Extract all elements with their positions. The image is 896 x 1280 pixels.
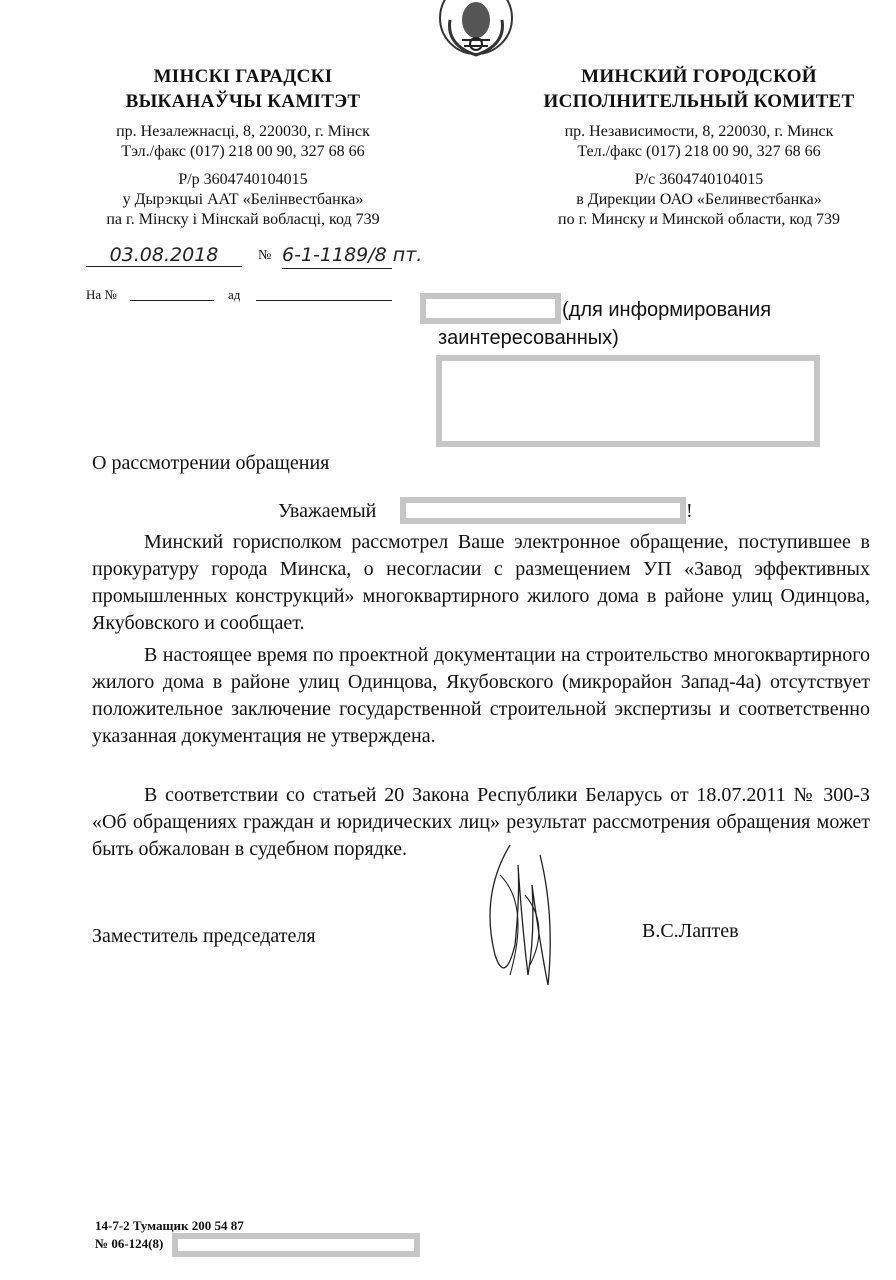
region-ru: по г. Минску и Минской области, код 739 xyxy=(558,211,840,228)
org-name-be-2: ВЫКАНАЎЧЫ КАМІТЭТ xyxy=(125,91,361,112)
from-label: ад xyxy=(228,287,241,302)
belarus-emblem-icon xyxy=(436,0,516,58)
subject: О рассмотрении обращения xyxy=(92,452,330,474)
address-ru: пр. Независимости, 8, 220030, г. Минск xyxy=(564,123,834,140)
letter-date: 03.08.2018 xyxy=(86,244,242,267)
region-be: па г. Мінску і Мінскай вобласці, код 739 xyxy=(106,211,380,228)
letter-number: 6-1-1189/8 пт. xyxy=(282,244,423,266)
executor-info: 14-7-2 Тумащик 200 54 87 xyxy=(95,1218,244,1233)
redacted-recipient xyxy=(420,293,561,324)
bank-ru: в Дирекции ОАО «Белинвестбанка» xyxy=(576,191,822,208)
body-paragraph-3: В соответствии со статьей 20 Закона Республики Беларусь от 18.07.2011 № 300-З «Об обращениях граждан и юридических лиц» результат рассмотрения обращения может быть обжалован в судебном порядке. xyxy=(92,784,870,860)
redacted-address xyxy=(436,355,820,447)
header-right xyxy=(526,64,872,230)
account-be: Р/р 3604740104015 xyxy=(178,171,308,188)
ref-label: На № xyxy=(86,287,117,302)
from-line xyxy=(256,300,392,301)
ref-line xyxy=(130,300,214,301)
body-paragraph-1: Минский горисполком рассмотрел Ваше электронное обращение, поступившее в прокуратуру города Минска, о несогласии с размещением УП «Завод эффективных промышленных конструкций» многоквартирного жилого дома в районе улиц Одинцова, Якубовского и сообщает. xyxy=(92,531,870,634)
redacted-name xyxy=(400,497,686,524)
account-ru: Р/с 3604740104015 xyxy=(634,171,764,188)
bank-be: у Дырэкцыі ААТ «Белінвестбанка» xyxy=(122,191,364,208)
greeting: Уважаемый xyxy=(278,500,377,522)
body-paragraph-2: В настоящее время по проектной документации на строительство многоквартирного жилого дома в районе улиц Одинцова, Якубовского (микрорайон Запад-4а) отсутствует положительное заключение государственной строительной экспертизы и соответственно указанная документация не утверждена. xyxy=(92,644,870,747)
address-be: пр. Незалежнасці, 8, 220030, г. Мінск xyxy=(116,123,370,140)
phone-ru: Тел./факс (017) 218 00 90, 327 68 66 xyxy=(577,143,821,160)
header-left xyxy=(80,64,406,230)
greeting-end: ! xyxy=(686,500,693,522)
phone-be: Тэл./факс (017) 218 00 90, 327 68 66 xyxy=(121,143,365,160)
doc-number: № 06-124(8) xyxy=(95,1236,164,1251)
redacted-footer xyxy=(172,1233,420,1257)
recipient-note-2: заинтересованных) xyxy=(438,327,619,349)
org-name-ru-2: ИСПОЛНИТЕЛЬНЫЙ КОМИТЕТ xyxy=(543,91,855,112)
signatory-position: Заместитель председателя xyxy=(92,925,316,947)
number-underline xyxy=(282,268,392,269)
recipient-note-1: (для информирования xyxy=(562,299,772,321)
org-name-ru-1: МИНСКИЙ ГОРОДСКОЙ xyxy=(581,66,817,87)
org-name-be-1: МІНСКІ ГАРАДСКІ xyxy=(153,66,333,87)
handwritten-signature xyxy=(470,835,570,995)
signatory-name: В.С.Лаптев xyxy=(642,920,739,942)
number-label: № xyxy=(258,248,272,263)
